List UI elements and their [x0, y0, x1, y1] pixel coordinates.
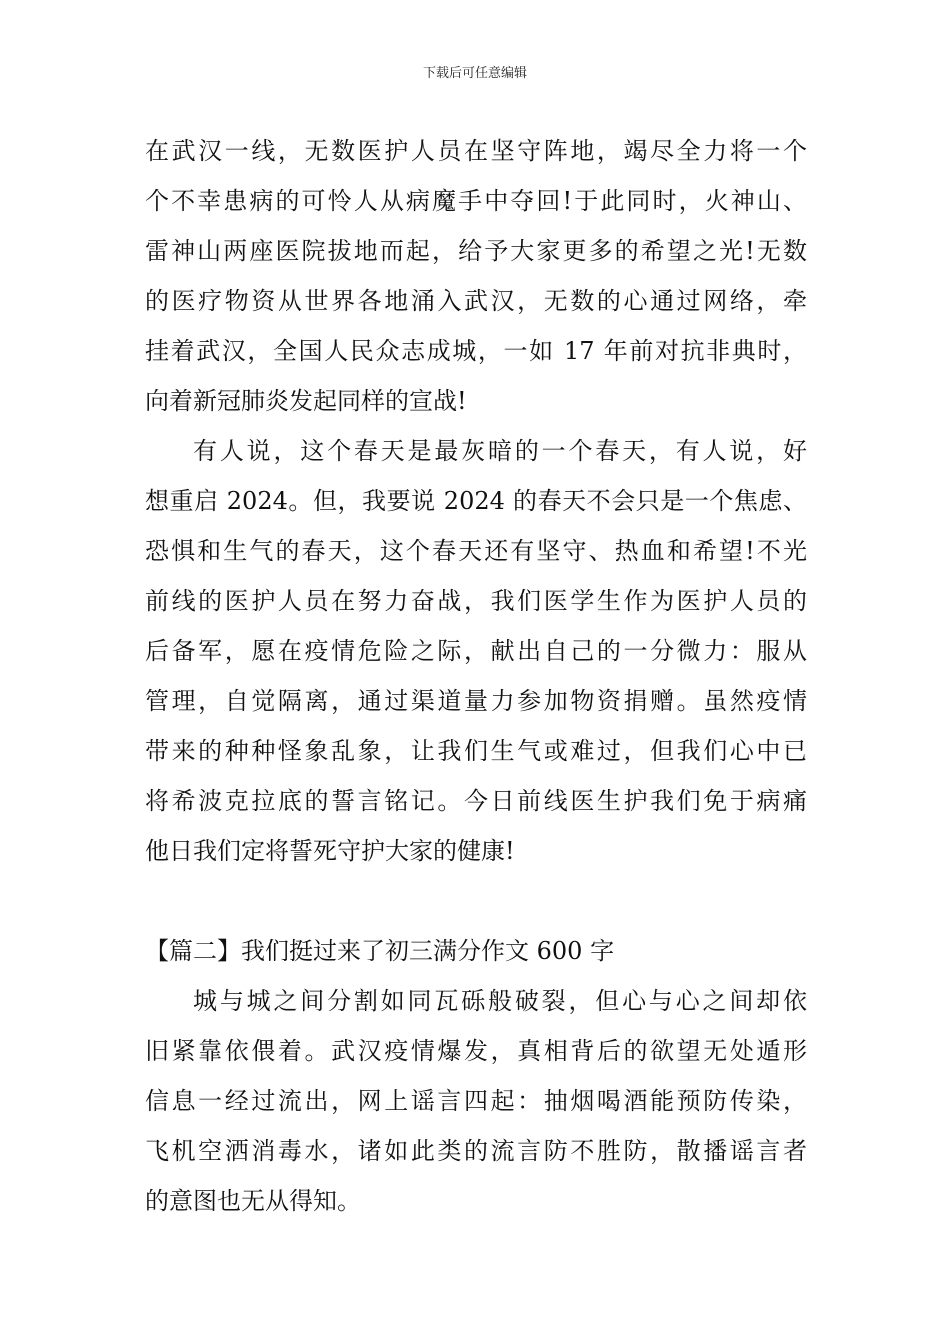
section-heading: 【篇二】我们挺过来了初三满分作文 600 字 — [145, 937, 615, 965]
text-line: 将希波克拉底的誓言铭记。今日前线医生护我们免于病痛 — [145, 787, 807, 815]
text-line: 管理，自觉隔离，通过渠道量力参加物资捐赠。虽然疫情 — [145, 687, 807, 715]
text-line: 挂着武汉，全国人民众志成城，一如 17 年前对抗非典时， — [145, 337, 807, 365]
paragraph-3 — [145, 976, 807, 1226]
text-line: 恐惧和生气的春天，这个春天还有坚守、热血和希望!不光 — [145, 537, 807, 565]
text-line: 的医疗物资从世界各地涌入武汉，无数的心通过网络，牵 — [145, 287, 807, 315]
text-line: 带来的种种怪象乱象，让我们生气或难过，但我们心中已 — [145, 737, 807, 765]
document-body — [145, 126, 807, 1226]
paragraph-1 — [145, 126, 807, 426]
text-line: 雷神山两座医院拔地而起，给予大家更多的希望之光!无数 — [145, 237, 807, 265]
text-line: 前线的医护人员在努力奋战，我们医学生作为医护人员的 — [145, 587, 807, 615]
text-line: 后备军，愿在疫情危险之际，献出自己的一分微力：服从 — [145, 637, 807, 665]
text-line: 的意图也无从得知。 — [145, 1187, 361, 1215]
page-header: 下载后可任意编辑 — [422, 66, 527, 81]
text-line: 信息一经过流出，网上谣言四起：抽烟喝酒能预防传染， — [145, 1087, 807, 1115]
section-spacer — [145, 876, 807, 926]
text-line: 他日我们定将誓死守护大家的健康! — [145, 837, 515, 865]
text-line: 有人说，这个春天是最灰暗的一个春天，有人说，好 — [193, 437, 807, 465]
text-line: 向着新冠肺炎发起同样的宣战! — [145, 387, 467, 415]
text-line: 想重启 2024。但，我要说 2024 的春天不会只是一个焦虑、 — [145, 487, 807, 515]
text-line: 在武汉一线，无数医护人员在坚守阵地，竭尽全力将一个 — [145, 137, 807, 165]
text-line: 旧紧靠依偎着。武汉疫情爆发，真相背后的欲望无处遁形 — [145, 1037, 807, 1065]
paragraph-2 — [145, 426, 807, 876]
text-line: 城与城之间分割如同瓦砾般破裂，但心与心之间却依 — [193, 987, 807, 1015]
text-line: 飞机空洒消毒水，诸如此类的流言防不胜防，散播谣言者 — [145, 1137, 807, 1165]
text-line: 个不幸患病的可怜人从病魔手中夺回!于此同时，火神山、 — [145, 187, 807, 215]
